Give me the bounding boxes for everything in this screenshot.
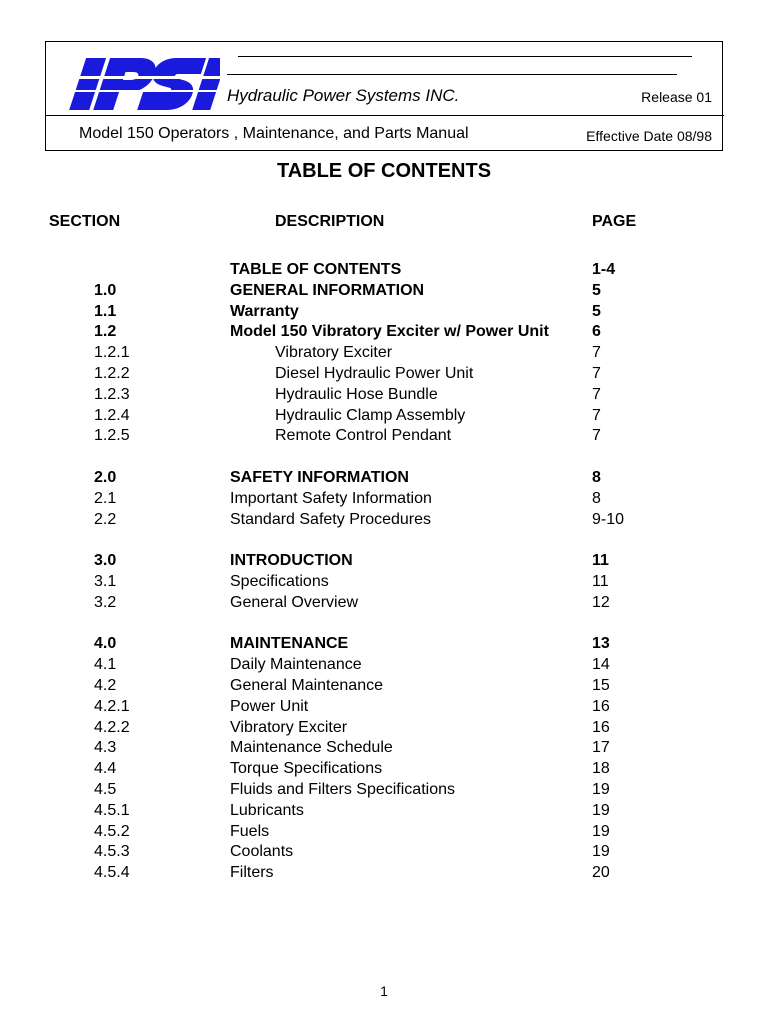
toc-description: GENERAL INFORMATION [230,281,425,299]
toc-section-number: 4.2.2 [94,718,130,736]
toc-page-number: 17 [592,739,610,757]
toc-page-number: 11 [592,572,609,590]
toc-description: Warranty [230,302,299,320]
toc-row [0,718,768,739]
toc-page-number: 7 [592,344,601,362]
toc-description: INTRODUCTION [230,552,353,570]
toc-description: Maintenance Schedule [230,739,393,757]
toc-description: Specifications [230,572,329,590]
toc-description: SAFETY INFORMATION [230,468,409,486]
toc-row [0,676,768,697]
toc-list [0,260,768,884]
toc-description: Diesel Hydraulic Power Unit [275,364,474,382]
toc-description: Hydraulic Hose Bundle [275,385,438,403]
toc-row [0,801,768,822]
toc-description: General Maintenance [230,676,383,694]
toc-page-number: 6 [592,323,601,341]
toc-description: Power Unit [230,697,309,715]
toc-section-number: 1.2.3 [94,385,130,403]
toc-row [0,343,768,364]
column-header-description: DESCRIPTION [275,213,385,230]
toc-page-number: 8 [592,468,601,486]
toc-row [0,759,768,780]
toc-section-number: 1.2.5 [94,427,130,445]
page-title: TABLE OF CONTENTS [276,160,492,182]
toc-section-number: 4.3 [94,739,117,757]
toc-page-number: 7 [592,364,601,382]
toc-row [0,468,768,489]
column-header-section: SECTION [49,213,121,230]
toc-row [0,822,768,843]
toc-section-number: 1.2 [94,323,117,341]
effective-date: Effective Date 08/98 [586,128,712,144]
toc-page-number: 19 [592,822,610,840]
release-label: Release 01 [641,89,712,105]
toc-section-number: 2.1 [94,489,117,507]
toc-section-number: 1.2.4 [94,406,130,424]
toc-page-number: 7 [592,406,601,424]
toc-page-number: 15 [592,676,610,694]
header-rule-3 [46,115,724,116]
toc-row [0,406,768,427]
header-rule-2 [227,74,677,75]
toc-page-number: 18 [592,760,610,778]
toc-page-number: 11 [592,552,609,570]
toc-description: General Overview [230,593,359,611]
toc-page-number: 5 [592,302,601,320]
toc-page-number: 14 [592,656,610,674]
toc-section-number: 4.2.1 [94,697,130,715]
page-number: 1 [380,983,388,999]
toc-description: TABLE OF CONTENTS [230,261,402,278]
toc-section-number: 4.5 [94,780,117,798]
toc-section-number: 4.5.1 [94,801,130,819]
toc-row [0,655,768,676]
toc-section-number: 3.1 [94,572,117,590]
toc-description: MAINTENANCE [230,635,349,653]
toc-page-number: 19 [592,843,610,861]
toc-row [0,572,768,593]
company-name: Hydraulic Power Systems INC. [227,86,460,105]
toc-section-number: 3.2 [94,593,117,611]
toc-section-number: 4.0 [94,635,117,653]
toc-description: Daily Maintenance [230,656,362,674]
toc-row [0,634,768,655]
toc-row [0,551,768,572]
toc-row [0,385,768,406]
section-spacer [0,614,768,635]
toc-description: Coolants [230,843,294,861]
toc-section-number: 1.0 [94,281,117,299]
toc-section-number: 1.2.2 [94,364,130,382]
toc-row [0,697,768,718]
toc-description: Standard Safety Procedures [230,510,432,528]
toc-page-number: 16 [592,718,610,736]
toc-description: Vibratory Exciter [275,344,393,362]
toc-description: Hydraulic Clamp Assembly [275,406,466,424]
toc-page-number: 9-10 [592,510,625,528]
toc-description: Lubricants [230,801,304,819]
toc-row [0,489,768,510]
toc-section-number: 4.5.3 [94,843,130,861]
toc-description: Vibratory Exciter [230,718,348,736]
toc-row [0,780,768,801]
toc-section-number: 1.2.1 [94,344,130,362]
toc-page-number: 1-4 [592,261,616,278]
toc-row [0,863,768,884]
toc-section-number: 4.5.4 [94,864,130,882]
toc-section-number: 4.1 [94,656,117,674]
manual-title: Model 150 Operators , Maintenance, and Parts Manual [79,125,469,142]
toc-row [0,302,768,323]
toc-section-number: 2.0 [94,468,117,486]
toc-description: Torque Specifications [230,760,383,778]
toc-section-number: 3.0 [94,552,117,570]
toc-page-number: 8 [592,489,601,507]
toc-page-number: 19 [592,780,610,798]
toc-row [0,593,768,614]
section-spacer [0,447,768,468]
toc-page-number: 7 [592,385,601,403]
toc-section-number: 4.4 [94,760,117,778]
toc-page-number: 12 [592,593,610,611]
toc-row [0,738,768,759]
toc-description: Fuels [230,822,270,840]
toc-row [0,842,768,863]
toc-page-number: 19 [592,801,610,819]
column-header-page: PAGE [592,213,637,230]
toc-page-number: 13 [592,635,610,653]
toc-section-number: 2.2 [94,510,117,528]
toc-page-number: 7 [592,427,601,445]
toc-row [0,510,768,531]
toc-description: Remote Control Pendant [275,427,452,445]
toc-page-number: 16 [592,697,610,715]
toc-description: Model 150 Vibratory Exciter w/ Power Unit [230,323,549,341]
toc-row [0,426,768,447]
toc-description: Important Safety Information [230,489,432,507]
toc-section-number: 4.5.2 [94,822,130,840]
toc-row [0,281,768,302]
toc-page-number: 5 [592,281,601,299]
toc-section-number: 1.1 [94,302,117,320]
section-spacer [0,530,768,551]
ipsi-logo [50,46,220,116]
toc-section-number: 4.2 [94,676,117,694]
toc-row [0,322,768,343]
toc-row [0,364,768,385]
header-rule-1 [238,56,692,57]
toc-description: Fluids and Filters Specifications [230,780,455,798]
toc-page-number: 20 [592,864,610,882]
document-header [45,41,723,151]
toc-row [0,260,768,281]
toc-description: Filters [230,864,274,882]
